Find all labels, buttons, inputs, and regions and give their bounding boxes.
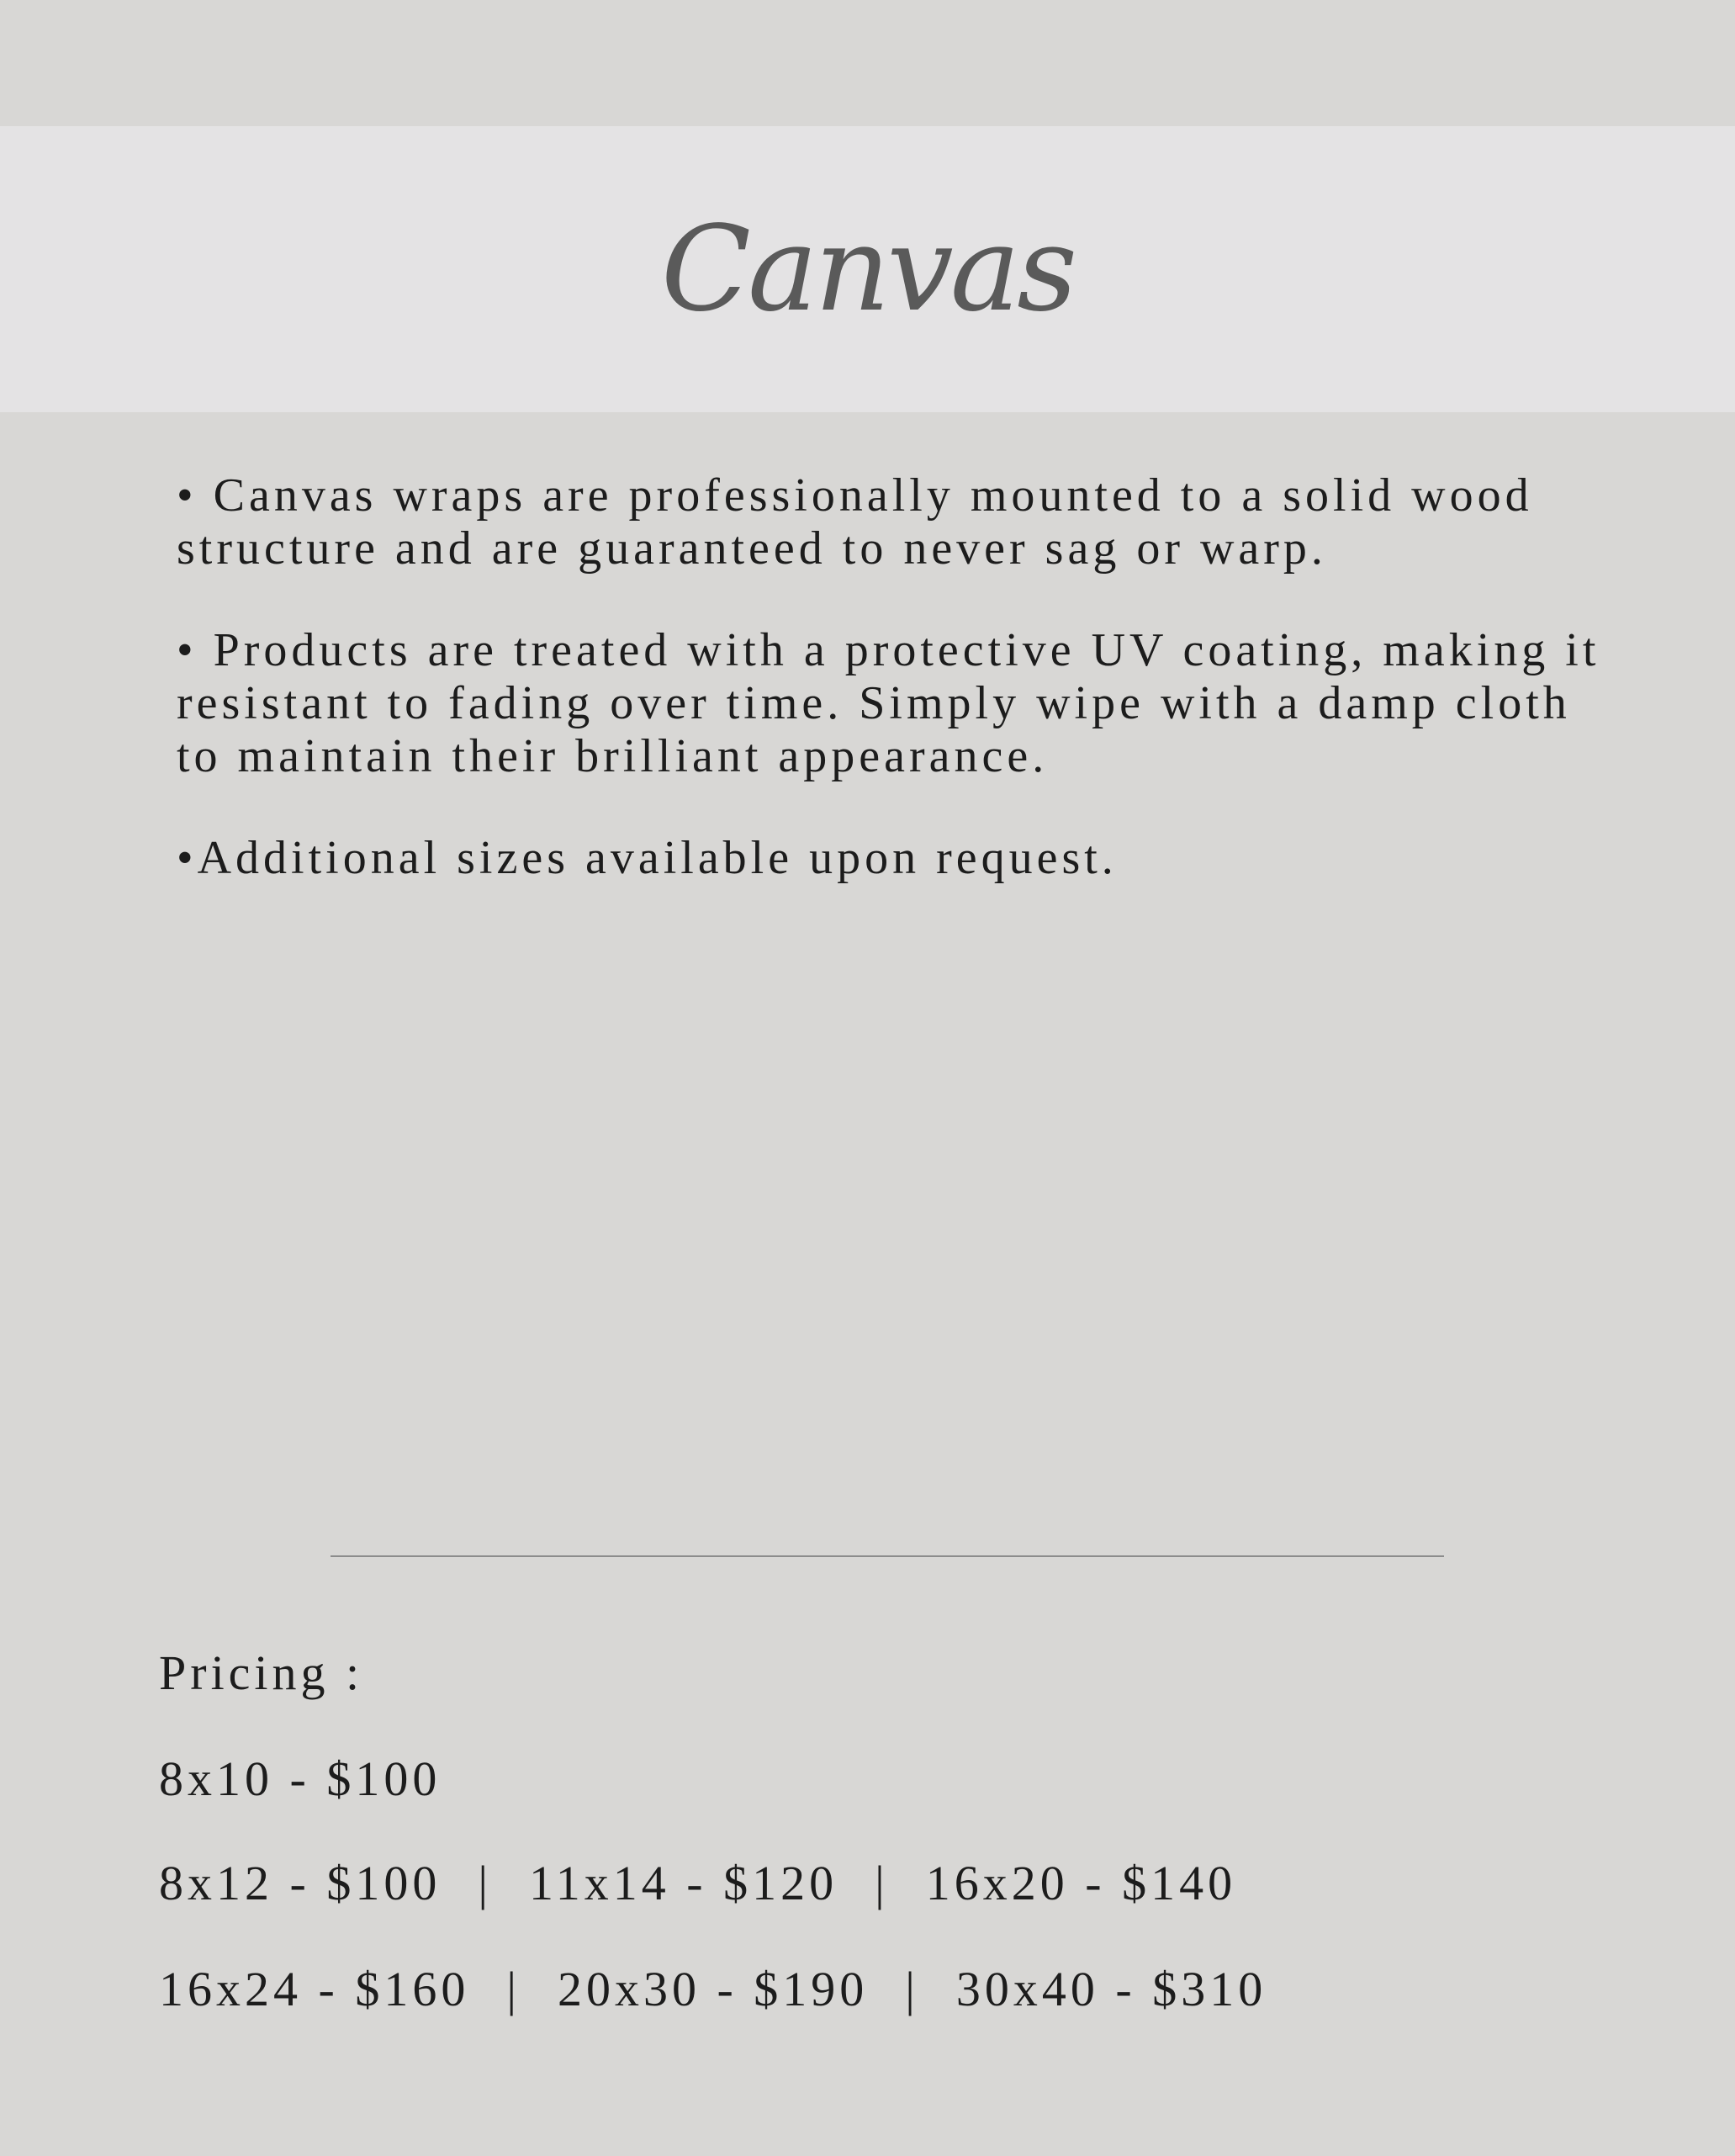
price-separator: | (506, 1962, 521, 2016)
feature-item-mounting: • Canvas wraps are professionally mounted to a solid wood structure and are guaranteed to never sag or warp. (177, 469, 1533, 575)
price-separator: | (905, 1962, 919, 2016)
section-divider (331, 1555, 1444, 1557)
price-item: 8x12 - $100 (159, 1856, 442, 1910)
price-item: 16x20 - $140 (925, 1856, 1237, 1910)
feature-item-uv-coating: • Products are treated with a protective UV coating, making it resistant to fading over time. Simply wipe with a damp cloth to maintain their brilliant appearance. (177, 624, 1600, 782)
feature-list (177, 469, 1606, 934)
price-row-1 (159, 1751, 441, 1807)
price-row-2 (159, 1855, 1236, 1911)
price-row-3 (159, 1961, 1267, 2017)
price-separator: | (478, 1856, 492, 1910)
pricing-heading: Pricing : (159, 1645, 364, 1700)
price-item: 16x24 - $160 (159, 1962, 470, 2016)
price-item: 11x14 - $120 (528, 1856, 838, 1910)
price-separator: | (875, 1856, 889, 1910)
price-item: 8x10 - $100 (159, 1751, 442, 1806)
feature-item-additional-sizes: •Additional sizes available upon request. (177, 832, 1118, 884)
price-item: 30x40 - $310 (955, 1962, 1267, 2016)
price-item: 20x30 - $190 (557, 1962, 869, 2016)
page-title: Canvas (660, 200, 1075, 338)
